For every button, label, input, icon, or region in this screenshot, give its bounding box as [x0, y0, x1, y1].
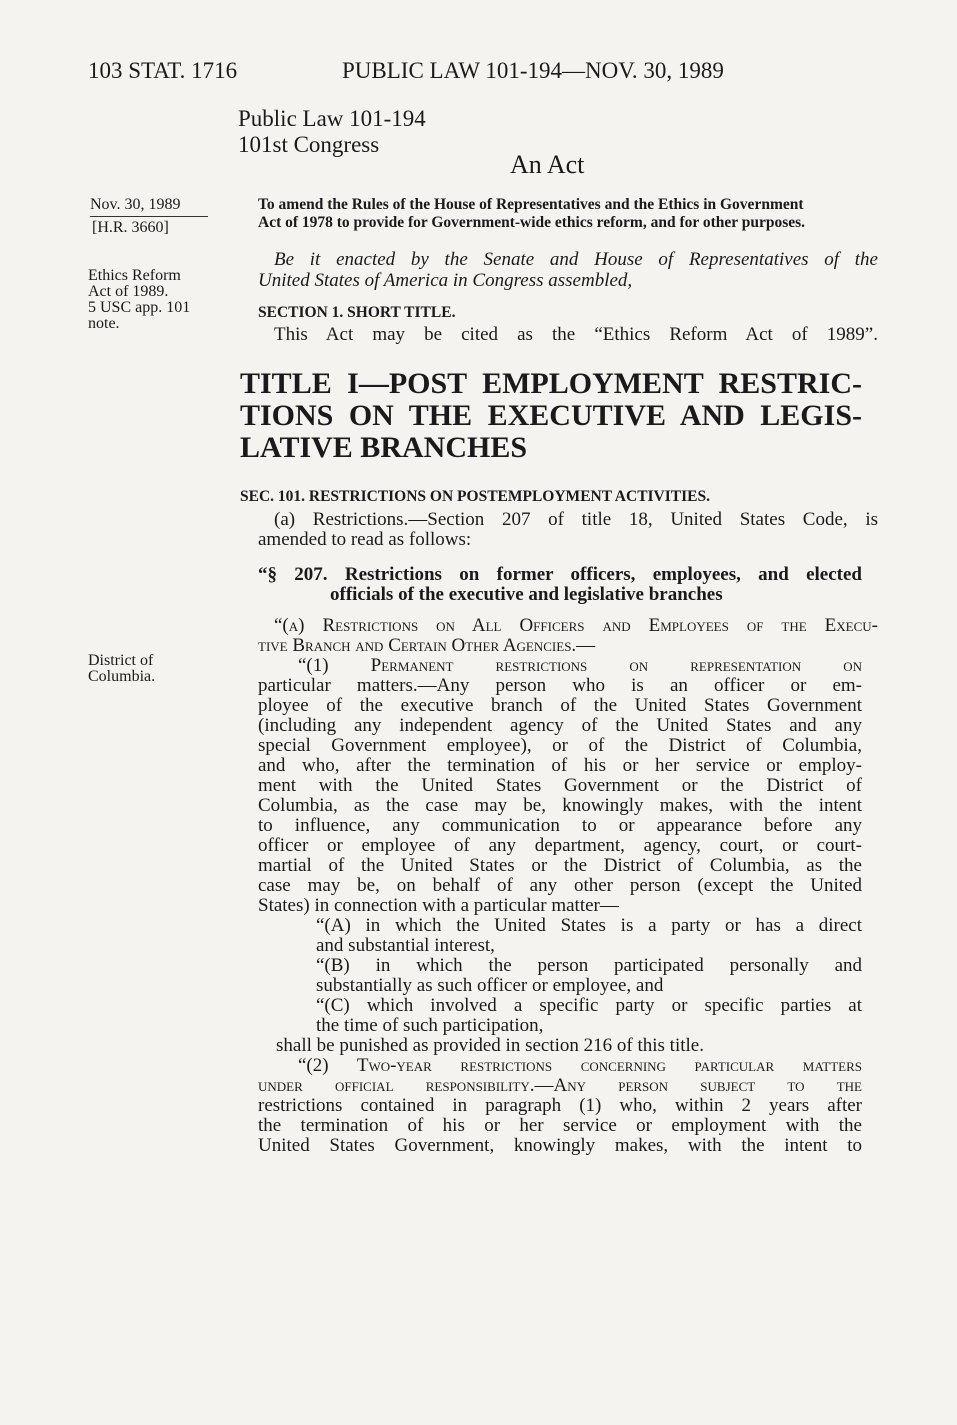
p1-l8: Columbia, as the case may be, knowingly makes, with the intent — [258, 795, 862, 816]
p2-l3: restrictions contained in paragraph (1) who, within 2 years after — [258, 1095, 862, 1116]
margin-note-short-title-l3: 5 USC app. 101 — [88, 299, 191, 316]
punishment-clause: shall be punished as provided in section 216 of this title. — [276, 1035, 704, 1056]
p2-l4: the termination of his or her service or employment with the — [258, 1115, 862, 1136]
title-1-heading — [240, 368, 862, 464]
public-law-number: Public Law 101-194 — [238, 106, 426, 131]
p1-l11: martial of the United States or the District of Columbia, as the — [258, 855, 862, 876]
margin-date: Nov. 30, 1989 — [90, 196, 181, 213]
p2-l5: United States Government, knowingly makes, with the intent to — [258, 1135, 862, 1156]
congress-number: 101st Congress — [238, 132, 380, 157]
enacting-clause-l1: Be it enacted by the Senate and House of Representatives of the — [274, 249, 878, 270]
p2-l2: under official responsibility.—Any person subject to the — [258, 1075, 862, 1096]
p1-l13: States) in connection with a particular matter— — [258, 895, 619, 916]
pA-l2: and substantial interest, — [316, 935, 495, 956]
pA-l1: “(A) in which the United States is a party or has a direct — [316, 915, 862, 936]
section-1-heading: SECTION 1. SHORT TITLE. — [258, 304, 456, 321]
margin-note-short-title-l4: note. — [88, 315, 120, 332]
p1-l7: ment with the United States Government or the District of — [258, 775, 862, 796]
p1-l3: ployee of the executive branch of the United States Government — [258, 695, 862, 716]
section-207-heading-l1: “§ 207. Restrictions on former officers, employees, and elected — [258, 564, 862, 585]
margin-note-dc-l1: District of — [88, 652, 154, 669]
pB-l1: “(B) in which the person participated personally and — [316, 955, 862, 976]
s207-a-heading-l1: “(a) Restrictions on All Officers and Employees of the Execu- — [274, 615, 878, 636]
p1-l5: special Government employee), or of the District of Columbia, — [258, 735, 862, 756]
subsection-a-l1: (a) Restrictions.—Section 207 of title 18, United States Code, is — [274, 509, 878, 530]
page-stat-number: 103 STAT. 1716 — [88, 58, 238, 83]
margin-note-dc-l2: Columbia. — [88, 668, 156, 685]
an-act-heading: An Act — [510, 150, 585, 179]
margin-bill-number: [H.R. 3660] — [92, 219, 169, 236]
purpose-line-1: To amend the Rules of the House of Representatives and the Ethics in Government — [258, 196, 804, 213]
p1-l9: to influence, any communication to or appearance before any — [258, 815, 862, 836]
margin-note-short-title-l1: Ethics Reform — [88, 267, 181, 284]
enacting-clause-l2: United States of America in Congress assembled, — [258, 270, 633, 291]
purpose-line-2: Act of 1978 to provide for Government-wide ethics reform, and for other purposes. — [258, 214, 806, 231]
p1-l1: “(1) Permanent restrictions on representation on — [298, 655, 862, 676]
s207-a-heading-l2: tive Branch and Certain Other Agencies.— — [258, 635, 596, 656]
p1-l6: and who, after the termination of his or her service or employ- — [258, 755, 862, 776]
margin-date-rule — [90, 216, 208, 217]
pC-l2: the time of such participation, — [316, 1015, 544, 1036]
title-1-line-2: TIONS ON THE EXECUTIVE AND LEGIS- — [240, 399, 862, 432]
title-1-line-3: LATIVE BRANCHES — [240, 431, 528, 464]
p1-l12: case may be, on behalf of any other person (except the United — [258, 875, 862, 896]
p2-l1: “(2) Two-year restrictions concerning particular matters — [298, 1055, 862, 1076]
section-1-text: This Act may be cited as the “Ethics Reform Act of 1989”. — [274, 324, 878, 345]
p1-l4: (including any independent agency of the United States and any — [258, 715, 862, 736]
subsection-a-l2: amended to read as follows: — [258, 529, 472, 550]
section-207-heading-l2: officials of the executive and legislative branches — [330, 584, 723, 605]
p1-l10: officer or employee of any department, agency, court, or court- — [258, 835, 862, 856]
pB-l2: substantially as such officer or employee, and — [316, 975, 664, 996]
margin-note-short-title-l2: Act of 1989. — [88, 283, 169, 300]
title-1-line-1: TITLE I—POST EMPLOYMENT RESTRIC- — [240, 367, 862, 400]
running-head: PUBLIC LAW 101-194—NOV. 30, 1989 — [342, 58, 724, 83]
pC-l1: “(C) which involved a specific party or specific parties at — [316, 995, 862, 1016]
section-101-heading: SEC. 101. RESTRICTIONS ON POSTEMPLOYMENT ACTIVITIES. — [240, 488, 710, 505]
p1-l2: particular matters.—Any person who is an officer or em- — [258, 675, 862, 696]
